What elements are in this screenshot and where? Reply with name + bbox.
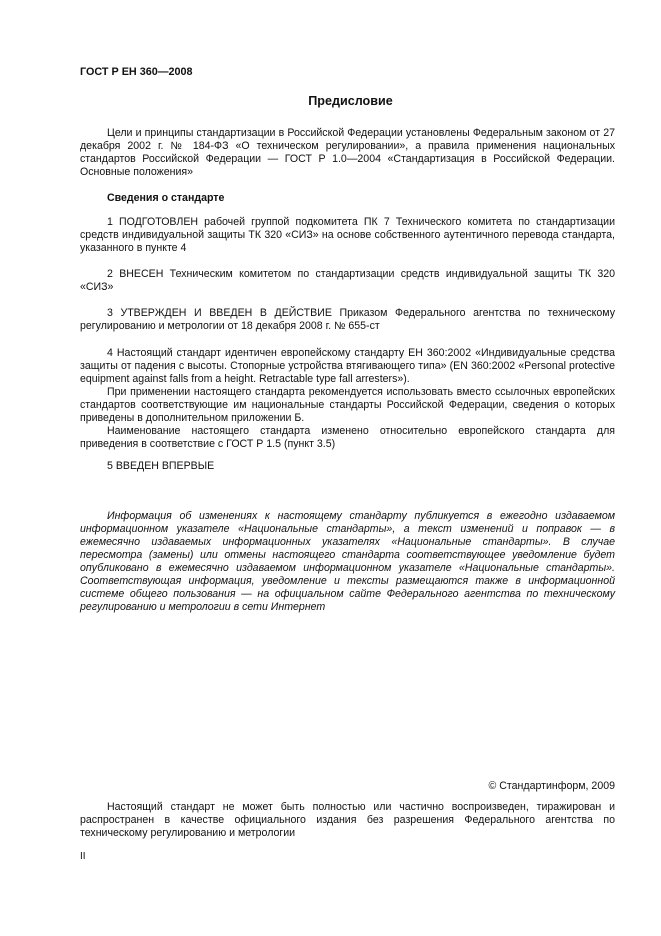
intro-paragraph: Цели и принципы стандартизации в Российской Федерации установлены Федеральным законом от 27 декабря 2002 г. № 184-ФЗ «О техническом регулировании», а правила применения национальных стандартов Российской Федерации — ГОСТ Р 1.0—2004 «Стандартизация в Российской Федерации. Основные положения» [80, 127, 615, 178]
item-2: 2 ВНЕСЕН Техническим комитетом по стандартизации средств индивидуальной защиты ТК 320 «СИЗ» [80, 268, 615, 293]
item-4-block [80, 347, 615, 451]
info-heading: Сведения о стандарте [107, 192, 225, 204]
item-4-paragraph-2: При применении настоящего стандарта рекомендуется использовать вместо ссылочных европейских стандартов соответствующие им национальные стандарты Российской Федерации, сведения о которых приведены в дополнительном приложении Б. [80, 386, 615, 424]
item-4-paragraph-1: 4 Настоящий стандарт идентичен европейскому стандарту ЕН 360:2002 «Индивидуальные средства защиты от падения с высоты. Стопорные устройства втягивающего типа» (EN 360:2002 «Personal protective equipment against falls from a height. Retractable type fall arresters»). [80, 347, 615, 385]
page-title: Предисловие [308, 94, 393, 108]
item-1: 1 ПОДГОТОВЛЕН рабочей группой подкомитета ПК 7 Технического комитета по стандартизации средств индивидуальной защиты ТК 320 «СИЗ» на основе собственного аутентичного перевода стандарта, указанного в пункте 4 [80, 216, 615, 254]
notice-block [80, 510, 615, 614]
standard-code: ГОСТ Р ЕН 360—2008 [80, 66, 193, 78]
item-5-block [80, 460, 615, 473]
intro-block [80, 127, 615, 179]
item-1-block [80, 216, 615, 255]
copyright-line: © Стандартинформ, 2009 [488, 780, 615, 792]
info-heading-block [80, 192, 615, 205]
page-number: II [80, 851, 86, 862]
item-4-paragraph-3: Наименование настоящего стандарта изменено относительно европейского стандарта для приведения в соответствие с ГОСТ Р 1.5 (пункт 3.5) [80, 425, 615, 450]
notice-paragraph: Информация об изменениях к настоящему стандарту публикуется в ежегодно издаваемом информационном указателе «Национальные стандарты», а текст изменений и поправок — в ежемесячно издаваемых информационных указателях «Национальные стандарты». В случае пересмотра (замены) или отмены настоящего стандарта соответствующее уведомление будет опубликовано в ежемесячно издаваемом информационном указателе «Национальные стандарты». Соответствующая информация, уведомление и тексты размещаются также в информационной системе общего пользования — на официальном сайте Федерального агентства по техническому регулированию и метрологии в сети Интернет [80, 510, 615, 613]
reproduction-notice: Настоящий стандарт не может быть полностью или частично воспроизведен, тиражирован и распространен в качестве официального издания без разрешения Федерального агентства по техническому регулированию и метрологии [80, 801, 615, 839]
item-3-block [80, 307, 615, 333]
item-5: 5 ВВЕДЕН ВПЕРВЫЕ [107, 460, 215, 472]
reproduction-block [80, 801, 615, 840]
item-2-block [80, 268, 615, 294]
item-3: 3 УТВЕРЖДЕН И ВВЕДЕН В ДЕЙСТВИЕ Приказом Федерального агентства по техническому регулированию и метрологии от 18 декабря 2008 г. № 655-ст [80, 307, 615, 332]
